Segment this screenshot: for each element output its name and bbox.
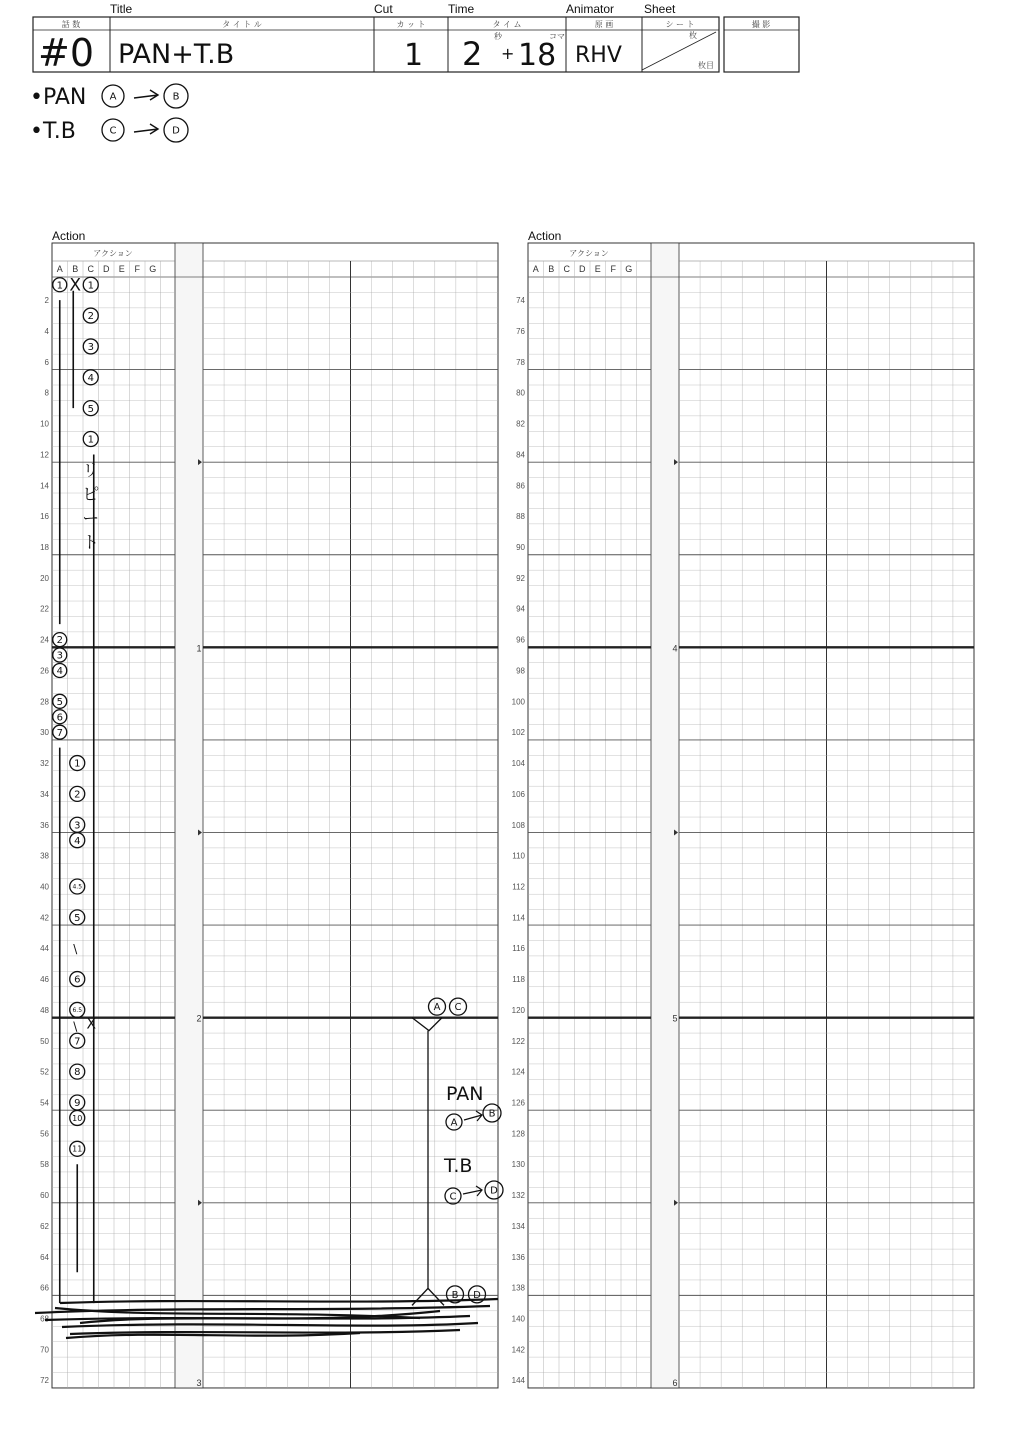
mark-text: 3 [87, 342, 94, 354]
frame-label: 130 [511, 1160, 525, 1170]
frame-label: 64 [40, 1252, 49, 1262]
second-marker: 6 [672, 1377, 678, 1388]
layer-column-A: A [532, 264, 539, 274]
time-unit-frames: コマ [549, 32, 565, 41]
mark-text: 6 [56, 712, 63, 724]
frame-label: 56 [40, 1129, 49, 1139]
mark-text: 4 [56, 666, 63, 678]
mark-text: 4.5 [72, 883, 83, 891]
notes [30, 84, 188, 144]
mark-text: 3 [56, 650, 63, 662]
frame-label: 20 [40, 573, 49, 583]
header-label-sheet: Sheet [644, 2, 676, 16]
mark-text: 2 [56, 635, 63, 647]
frame-label: 46 [40, 975, 49, 985]
left-action-header: アクション [93, 249, 133, 258]
frame-label: 18 [40, 543, 49, 553]
layer-column-D: D [103, 264, 110, 274]
layer-column-G: G [625, 264, 633, 274]
frame-label: 86 [516, 481, 525, 491]
frame-label: 100 [511, 697, 525, 707]
frame-label: 42 [40, 913, 49, 923]
layer-a-mark [53, 725, 67, 739]
panel-frame [52, 243, 498, 1388]
layer-column-F: F [134, 264, 140, 274]
frame-label: 8 [44, 388, 49, 398]
frame-label: 30 [40, 728, 49, 738]
layer-c-mark [83, 308, 98, 323]
mark-text: 8 [74, 1067, 81, 1079]
frame-label: 48 [40, 1005, 49, 1015]
frame-label: 84 [516, 450, 525, 460]
mark-text: 5 [74, 912, 81, 924]
second-marker: 4 [672, 643, 678, 654]
left-action-label: Action [52, 229, 86, 243]
repeat-text: ー [82, 508, 100, 529]
layer-b-mark [70, 972, 85, 987]
frame-label: 22 [40, 604, 49, 614]
mark-text: C [449, 1191, 457, 1203]
cut-value: 1 [404, 38, 424, 73]
mark-text: B [451, 1289, 459, 1301]
layer-b-mark [70, 1141, 85, 1156]
mark-text: 5 [56, 696, 63, 708]
sheet-unit-count: 枚 [689, 31, 697, 40]
second-marker: 1 [196, 643, 202, 654]
mark-text: 10 [72, 1113, 83, 1123]
camera-start-mark-a [429, 998, 446, 1015]
mark-text: D [473, 1289, 481, 1301]
layer-a-mark [53, 633, 67, 647]
layer-column-B: B [72, 264, 79, 274]
frame-label: 66 [40, 1283, 49, 1293]
scribble-strikeout [35, 1299, 498, 1338]
frame-label: 140 [511, 1314, 525, 1324]
layer-column-C: C [87, 264, 94, 274]
second-marker: 5 [672, 1013, 678, 1024]
mark-text: 4 [74, 835, 81, 847]
frame-label: 32 [40, 759, 49, 769]
camera-end-bracket [412, 1288, 444, 1305]
frame-label: 2 [44, 296, 49, 306]
mark-text: 1 [74, 758, 81, 770]
mark-text: 6 [74, 974, 81, 986]
frame-label: 132 [511, 1191, 525, 1201]
time-frames-value: 18 [518, 38, 557, 73]
mark-text: A [109, 91, 117, 103]
frame-label: 52 [40, 1067, 49, 1077]
layer-b-mark [70, 833, 85, 848]
frame-label: 38 [40, 851, 49, 861]
frame-label: 128 [511, 1129, 525, 1139]
frame-label: 58 [40, 1160, 49, 1170]
mark-text: 7 [74, 1036, 81, 1048]
layer-b-end-cross: X [86, 1016, 97, 1033]
frame-label: 122 [511, 1036, 525, 1046]
note-arrow [134, 90, 158, 100]
frame-label: 104 [511, 759, 525, 769]
animator-value: RHV [575, 43, 622, 68]
frame-label: 110 [512, 851, 525, 861]
right-action-header: アクション [569, 249, 609, 258]
frame-label: 72 [40, 1376, 49, 1386]
frame-label: 106 [511, 789, 525, 799]
right-sheet-panel [512, 243, 974, 1388]
layer-b-mark [70, 1064, 85, 1079]
layer-column-E: E [118, 264, 125, 274]
note-text: •PAN [30, 85, 87, 110]
frame-label: 24 [40, 635, 49, 645]
frame-label: 16 [40, 512, 49, 522]
frame-label: 90 [516, 543, 525, 553]
note-from-mark [102, 85, 124, 107]
repeat-text: ト [82, 532, 100, 553]
frame-label: 96 [516, 635, 525, 645]
layer-c-mark [83, 339, 98, 354]
layer-column-F: F [610, 264, 616, 274]
layer-a-mark [53, 278, 67, 292]
header-label-cut: Cut [374, 2, 393, 16]
layer-column-D: D [579, 264, 586, 274]
layer-b-mark [70, 1033, 85, 1048]
layer-column-E: E [594, 264, 601, 274]
mark-text: 7 [56, 727, 63, 739]
frame-label: 142 [511, 1345, 525, 1355]
frame-label: 114 [512, 913, 525, 923]
frame-label: 116 [512, 944, 525, 954]
mark-text: 9 [74, 1098, 81, 1110]
layer-c-mark [83, 370, 98, 385]
frame-label: 136 [511, 1252, 525, 1262]
layer-column-B: B [548, 264, 555, 274]
frame-label: 126 [511, 1098, 525, 1108]
dialogue-column [175, 243, 203, 1388]
layer-column-C: C [563, 264, 570, 274]
left-sheet-panel [40, 243, 498, 1388]
time-seconds-value: 2 [462, 35, 483, 73]
frame-label: 60 [40, 1191, 49, 1201]
layer-b-tick: \ [73, 942, 78, 957]
frame-label: 26 [40, 666, 49, 676]
frame-label: 108 [511, 820, 525, 830]
camera-instruction [412, 998, 503, 1305]
layer-b-mark [70, 756, 85, 771]
frame-label: 80 [516, 388, 525, 398]
camera-start-mark-c [450, 998, 467, 1015]
note-text: •T.B [30, 119, 76, 144]
layer-a-mark [53, 694, 67, 708]
frame-label: 138 [511, 1283, 525, 1293]
camera-start-bracket [412, 1018, 442, 1031]
second-marker: 3 [196, 1377, 202, 1388]
layer-c-mark [83, 277, 98, 292]
frame-label: 36 [40, 820, 49, 830]
layer-b-mark [70, 817, 85, 832]
frame-label: 94 [516, 604, 525, 614]
frame-label: 70 [40, 1345, 49, 1355]
layer-b-cross: X [69, 275, 82, 296]
layer-c-mark [83, 401, 98, 416]
title-value: PAN+T.B [118, 39, 235, 70]
frame-label: 44 [40, 944, 49, 954]
header-label-animator: Animator [566, 2, 615, 16]
note-arrow [134, 124, 158, 134]
frame-label: 144 [511, 1376, 525, 1386]
episode-value: #0 [38, 31, 95, 75]
frame-label: 124 [511, 1067, 525, 1077]
mark-text: C [454, 1002, 462, 1014]
mark-text: 1 [87, 280, 94, 292]
frame-label: 76 [516, 327, 525, 337]
panel-frame [528, 243, 974, 1388]
mark-text: C [109, 125, 117, 137]
mark-text: B [172, 91, 180, 103]
column-episode: 話 数 [61, 20, 81, 29]
frame-label: 14 [40, 481, 49, 491]
frame-label: 6 [44, 357, 49, 367]
mark-text: D [490, 1185, 498, 1197]
mark-text: B [488, 1108, 496, 1120]
note-to-mark [164, 118, 188, 142]
note-from-mark [102, 119, 124, 141]
header-label-time: Time [448, 2, 475, 16]
camera-tb-to [485, 1181, 503, 1199]
mark-text: 1 [87, 434, 94, 446]
column-cut: カ ッ ト [396, 20, 426, 29]
frame-label: 78 [516, 357, 525, 367]
camera-tb-from [445, 1188, 461, 1204]
layer-a-mark [53, 710, 67, 724]
frame-label: 92 [516, 573, 525, 583]
layer-a-mark [53, 663, 67, 677]
mark-text: A [450, 1117, 458, 1129]
mark-text: 2 [87, 311, 94, 323]
mark-text: 5 [87, 403, 94, 415]
frame-label: 88 [516, 512, 525, 522]
mark-text: 11 [72, 1144, 83, 1154]
layer-b-mark [70, 1095, 85, 1110]
repeat-text: リ [82, 460, 100, 481]
time-plus: + [501, 44, 515, 63]
frame-label: 134 [511, 1221, 525, 1231]
frame-label: 34 [40, 789, 49, 799]
second-marker: 2 [196, 1013, 202, 1024]
layer-b-tick: \ [73, 1019, 78, 1034]
sheet-unit-page: 枚目 [698, 61, 714, 70]
timesheet-entries [53, 276, 100, 1303]
camera-pan-from [446, 1114, 462, 1130]
frame-label: 74 [516, 296, 525, 306]
time-unit-seconds: 秒 [494, 32, 502, 41]
layer-b-mark [70, 1002, 85, 1017]
mark-text: 3 [74, 820, 81, 832]
dialogue-column [651, 243, 679, 1388]
note-to-mark [164, 84, 188, 108]
layer-b-mark [70, 879, 85, 894]
mark-text: A [433, 1002, 441, 1014]
column-title: タ イ ト ル [222, 20, 262, 29]
camera-pan-arrow [464, 1111, 482, 1121]
frame-label: 120 [511, 1005, 525, 1015]
mark-text: 6.5 [72, 1007, 83, 1015]
layer-a-mark [53, 648, 67, 662]
frame-label: 28 [40, 697, 49, 707]
frame-label: 102 [511, 728, 525, 738]
layer-b-mark [70, 1110, 85, 1125]
layer-b-mark [70, 910, 85, 925]
frame-label: 54 [40, 1098, 49, 1108]
column-time: タ イ ム [492, 20, 522, 29]
mark-text: D [172, 125, 180, 137]
mark-text: 2 [74, 789, 81, 801]
frame-label: 112 [512, 882, 525, 892]
mark-text: 4 [87, 372, 94, 384]
frame-label: 40 [40, 882, 49, 892]
frame-label: 12 [40, 450, 49, 460]
column-animator: 原 画 [594, 20, 614, 29]
camera-tb-text: T.B [444, 1155, 473, 1177]
camera-pan-text: PAN [446, 1083, 484, 1105]
frame-label: 118 [512, 975, 525, 985]
frame-label: 82 [516, 419, 525, 429]
layer-c-mark [83, 432, 98, 447]
right-action-label: Action [528, 229, 562, 243]
layer-column-A: A [56, 264, 63, 274]
frame-label: 62 [40, 1221, 49, 1231]
column-sheet: シ ー ト [665, 20, 695, 29]
frame-label: 98 [516, 666, 525, 676]
frame-label: 4 [44, 327, 49, 337]
frame-label: 50 [40, 1036, 49, 1046]
column-camera: 撮 影 [751, 20, 771, 29]
repeat-text: ピ [82, 484, 100, 505]
layer-b-mark [70, 786, 85, 801]
mark-text: 1 [56, 280, 63, 292]
frame-label: 68 [40, 1314, 49, 1324]
header-label-title: Title [110, 2, 133, 16]
frame-label: 10 [40, 419, 49, 429]
layer-column-G: G [149, 264, 157, 274]
